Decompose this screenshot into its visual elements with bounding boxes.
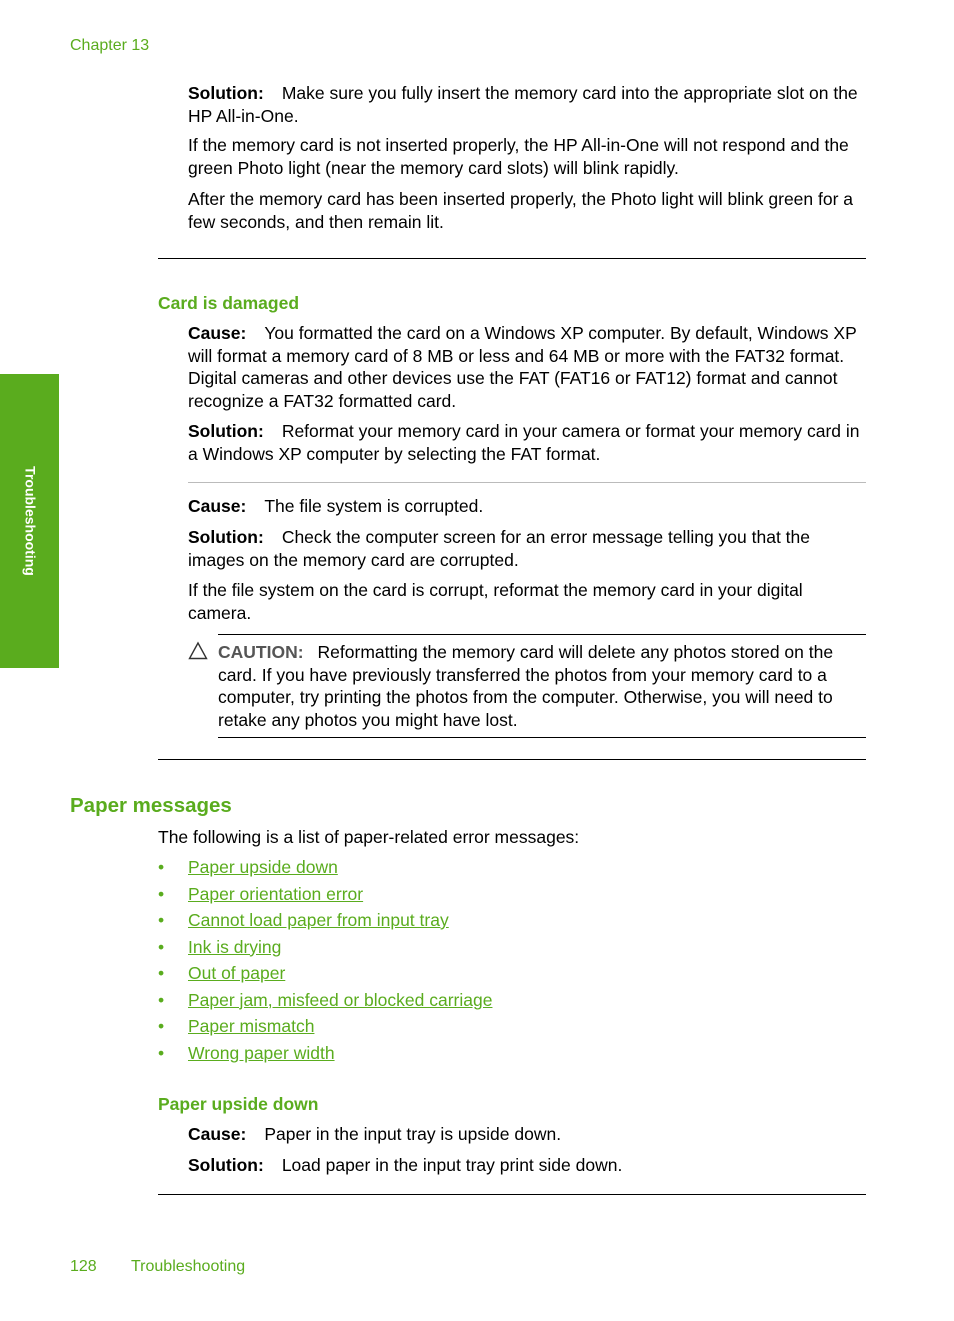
- corrupt-paragraph: If the file system on the card is corrupt, reformat the memory card in your digital camera.: [188, 580, 803, 623]
- top-solution-block: [188, 82, 868, 127]
- cause-label: Cause:: [188, 1124, 247, 1144]
- list-item: [158, 909, 658, 936]
- solution-text: Make sure you fully insert the memory card into the appropriate slot on the HP All-in-One.: [188, 83, 858, 126]
- link-ink-is-drying[interactable]: Ink is drying: [188, 936, 282, 957]
- top-paragraph-2: After the memory card has been inserted properly, the Photo light will blink green for a few seconds, and then remain lit.: [188, 189, 854, 232]
- cause-text: The file system is corrupted.: [264, 496, 484, 516]
- list-item: [158, 1015, 658, 1042]
- cause-2-paragraph: [188, 495, 868, 518]
- list-item: [158, 936, 658, 963]
- caution-text: Reformatting the memory card will delete any photos stored on the card. If you have previously transferred the photos from your memory card to a computer, try printing the photos from the computer. Otherwise, you will need to retake any photos you might have lost.: [218, 642, 834, 730]
- bullet: •: [158, 989, 165, 1010]
- bullet: •: [158, 1042, 165, 1063]
- paper-upside-down-heading: Paper upside down: [158, 1094, 319, 1114]
- solution-text: Check the computer screen for an error message telling you that the images on the memory card are corrupted.: [188, 527, 810, 570]
- caution-bottom-rule: [218, 737, 866, 738]
- upside-down-solution-paragraph: [188, 1154, 868, 1177]
- solution-paragraph: [188, 82, 868, 127]
- side-tab: [0, 374, 59, 668]
- chapter-header: Chapter 13: [70, 37, 150, 54]
- top-paragraph-1: If the memory card is not inserted properly, the HP All-in-One will not respond and the green Photo light (near the memory card slots) will blink rapidly.: [188, 135, 849, 178]
- bullet: •: [158, 857, 165, 877]
- link-wrong-paper-width[interactable]: Wrong paper width: [188, 1042, 335, 1063]
- page-number: 128: [70, 1258, 97, 1275]
- link-paper-orientation-error[interactable]: Paper orientation error: [188, 883, 364, 904]
- solution-label: Solution:: [188, 421, 264, 441]
- solution-label: Solution:: [188, 527, 264, 547]
- list-item: [158, 856, 658, 883]
- caution-icon: [188, 641, 208, 661]
- list-item: [158, 962, 658, 989]
- link-cannot-load-paper[interactable]: Cannot load paper from input tray: [188, 910, 449, 930]
- bullet: •: [158, 963, 165, 983]
- bullet: •: [158, 1016, 165, 1036]
- link-paper-jam[interactable]: Paper jam, misfeed or blocked carriage: [188, 989, 493, 1010]
- bullet: •: [158, 910, 165, 930]
- paper-messages-heading: Paper messages: [70, 794, 232, 817]
- list-item: [158, 1042, 658, 1069]
- solution-text: Reformat your memory card in your camera or format your memory card in a Windows XP computer by selecting the FAT format.: [188, 421, 860, 464]
- bullet: •: [158, 883, 165, 904]
- cause-1-paragraph: [188, 322, 868, 412]
- bullet: •: [158, 936, 165, 957]
- caution-top-rule: [218, 634, 866, 635]
- cause-text: You formatted the card on a Windows XP computer. By default, Windows XP will format a memory card of 8 MB or less and 64 MB or more with the FAT32 format. Digital cameras and other devices use the FAT (FAT16 or FAT12) format and cannot recognize a FAT32 formatted card.: [188, 323, 857, 411]
- caution-label: CAUTION:: [218, 642, 304, 662]
- link-paper-upside-down[interactable]: Paper upside down: [188, 857, 338, 877]
- solution-label: Solution:: [188, 1155, 264, 1175]
- footer-section: Troubleshooting: [131, 1258, 246, 1275]
- caution-paragraph: [218, 641, 868, 731]
- paper-messages-intro: The following is a list of paper-related error messages:: [158, 827, 580, 847]
- cause-text: Paper in the input tray is upside down.: [264, 1124, 562, 1144]
- link-paper-mismatch[interactable]: Paper mismatch: [188, 1016, 315, 1036]
- section-divider: [158, 258, 866, 259]
- solution-1-paragraph: [188, 420, 868, 465]
- cause-divider: [188, 482, 866, 483]
- cause-label: Cause:: [188, 323, 247, 343]
- link-out-of-paper[interactable]: Out of paper: [188, 963, 286, 983]
- paper-messages-list: [158, 856, 658, 1068]
- list-item: [158, 883, 658, 910]
- solution-label: Solution:: [188, 83, 264, 103]
- section-divider: [158, 1194, 866, 1195]
- solution-text: Load paper in the input tray print side down.: [281, 1155, 623, 1175]
- section-divider: [158, 759, 866, 760]
- upside-down-cause-paragraph: [188, 1123, 868, 1146]
- card-damaged-heading: Card is damaged: [158, 293, 300, 313]
- list-item: [158, 989, 658, 1016]
- solution-2-paragraph: [188, 526, 868, 571]
- cause-label: Cause:: [188, 496, 247, 516]
- side-tab-label: Troubleshooting: [21, 466, 38, 576]
